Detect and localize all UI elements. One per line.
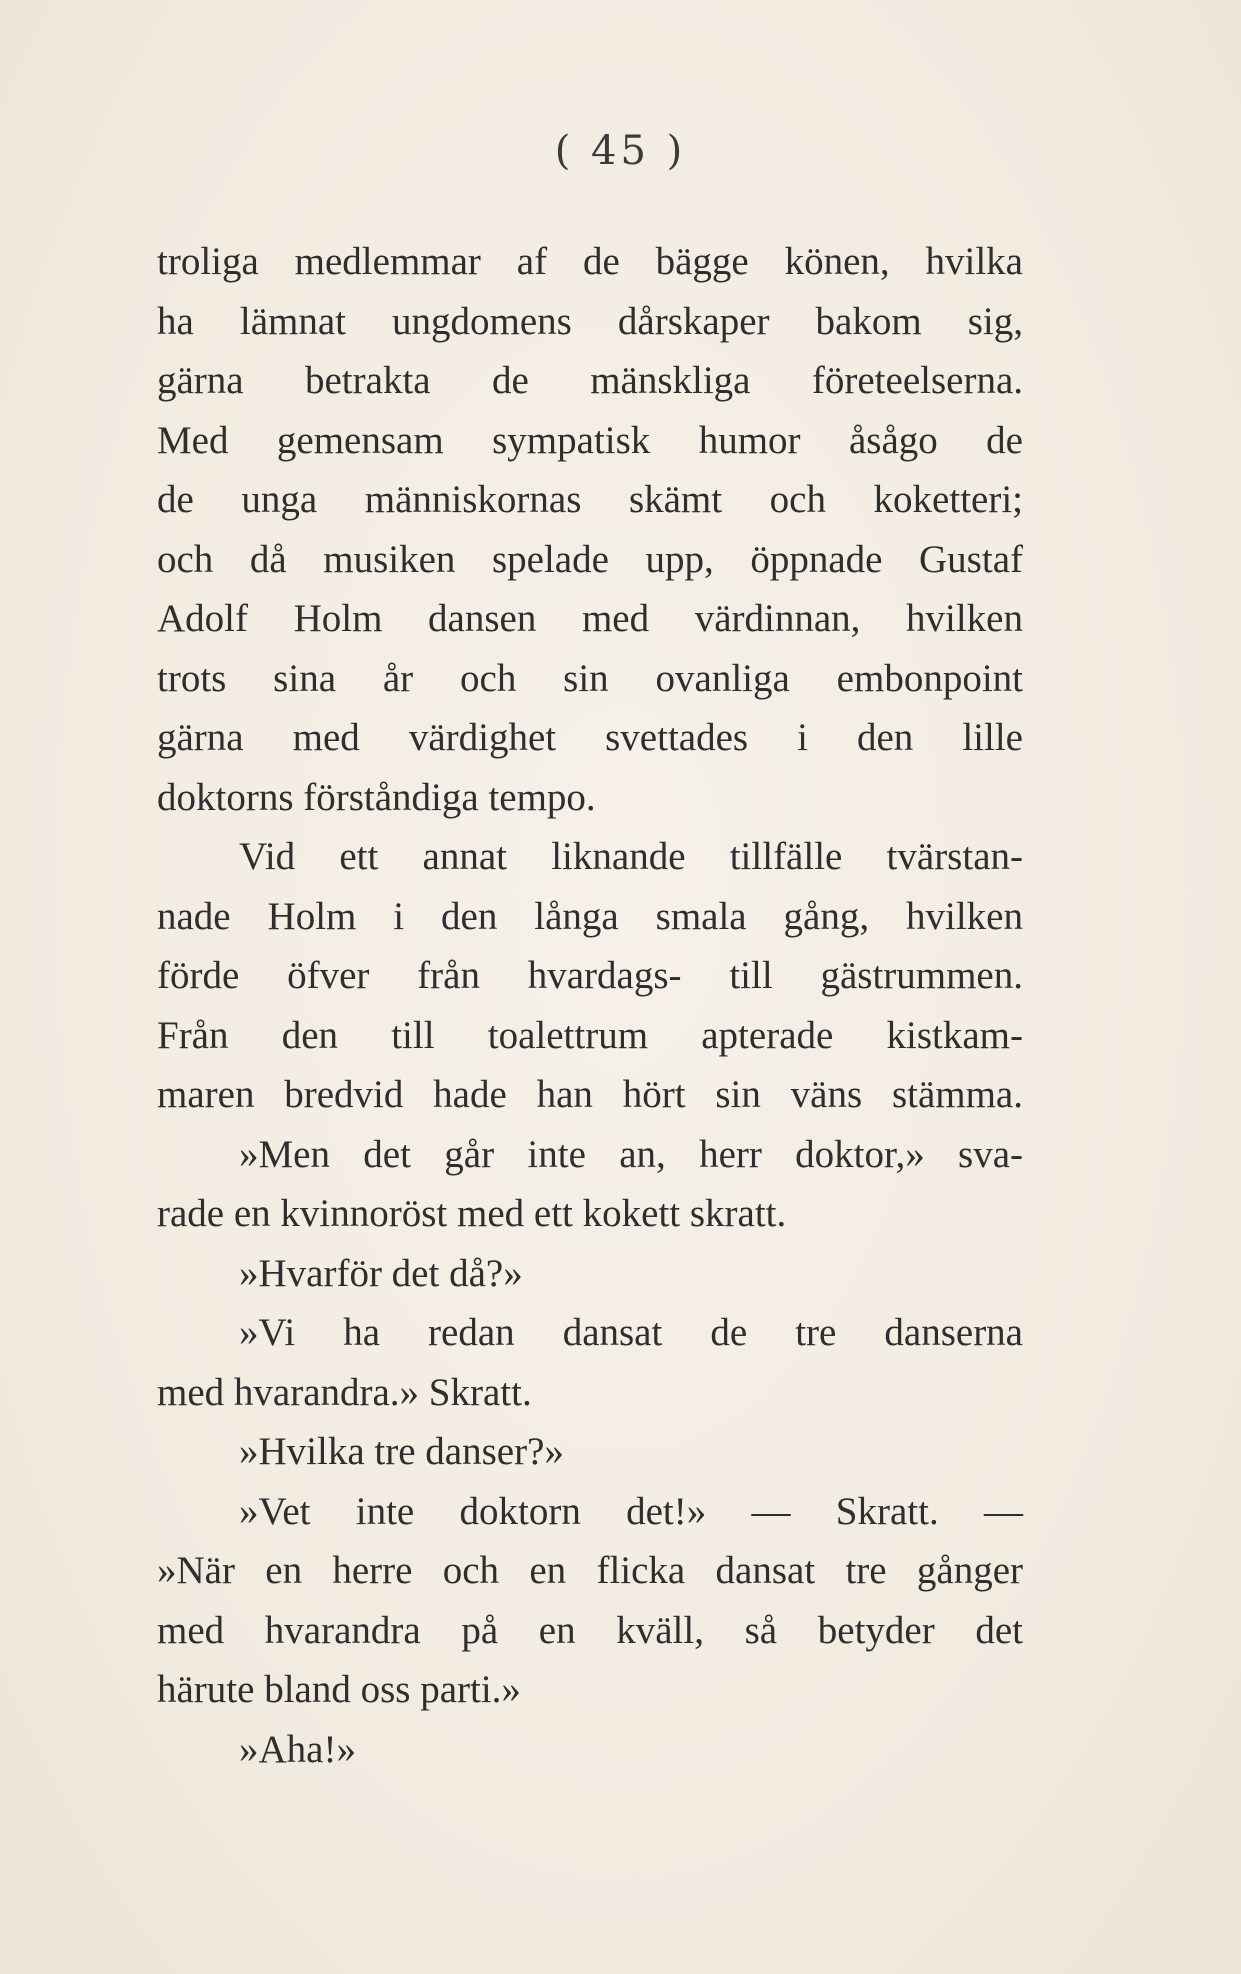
text-line: gärna betrakta de mänskliga företeelserna. [157,359,1023,402]
text-line: ha lämnat ungdomens dårskaper bakom sig, [157,299,1023,343]
text-line: »Aha!» [239,1727,356,1771]
text-line: Adolf Holm dansen med värdinnan, hvilken [157,597,1023,640]
body-text [157,232,1023,1779]
text-line: gärna med värdighet svettades i den lille [157,716,1023,759]
text-line: »När en herre och en flicka dansat tre gånger [157,1549,1023,1592]
text-line: med hvarandra.» Skratt. [157,1370,532,1414]
text-line: Vid ett annat liknande tillfälle tvärstan- [239,835,1023,878]
text-line: »Vi ha redan dansat de tre danserna [239,1311,1023,1354]
text-line: rade en kvinnoröst med ett kokett skratt. [157,1192,787,1235]
text-line: Med gemensam sympatisk humor åsågo de [157,418,1023,462]
text-line: doktorns förståndiga tempo. [157,775,596,819]
text-line: Från den till toalettrum apterade kistkam- [157,1013,1023,1057]
text-line: troliga medlemmar af de bägge könen, hvilka [157,240,1023,283]
text-line: de unga människornas skämt och koketteri; [157,478,1023,521]
text-line: »Vet inte doktorn det!» — Skratt. — [239,1489,1023,1533]
text-line: trots sina år och sin ovanliga embonpoint [157,656,1023,700]
text-line: nade Holm i den långa smala gång, hvilken [157,894,1023,938]
text-line: och då musiken spelade upp, öppnade Gustaf [157,537,1023,581]
text-line: »Hvarför det då?» [239,1251,523,1295]
text-line: »Hvilka tre danser?» [239,1430,564,1473]
text-line: härute bland oss parti.» [157,1668,521,1711]
text-line: med hvarandra på en kväll, så betyder det [157,1608,1023,1652]
text-line: maren bredvid hade han hört sin väns stämma. [157,1073,1023,1116]
text-line: »Men det går inte an, herr doktor,» sva- [239,1132,1023,1176]
page-number: ( 45 ) [554,128,687,174]
text-line: förde öfver från hvardags- till gästrummen. [157,954,1023,997]
